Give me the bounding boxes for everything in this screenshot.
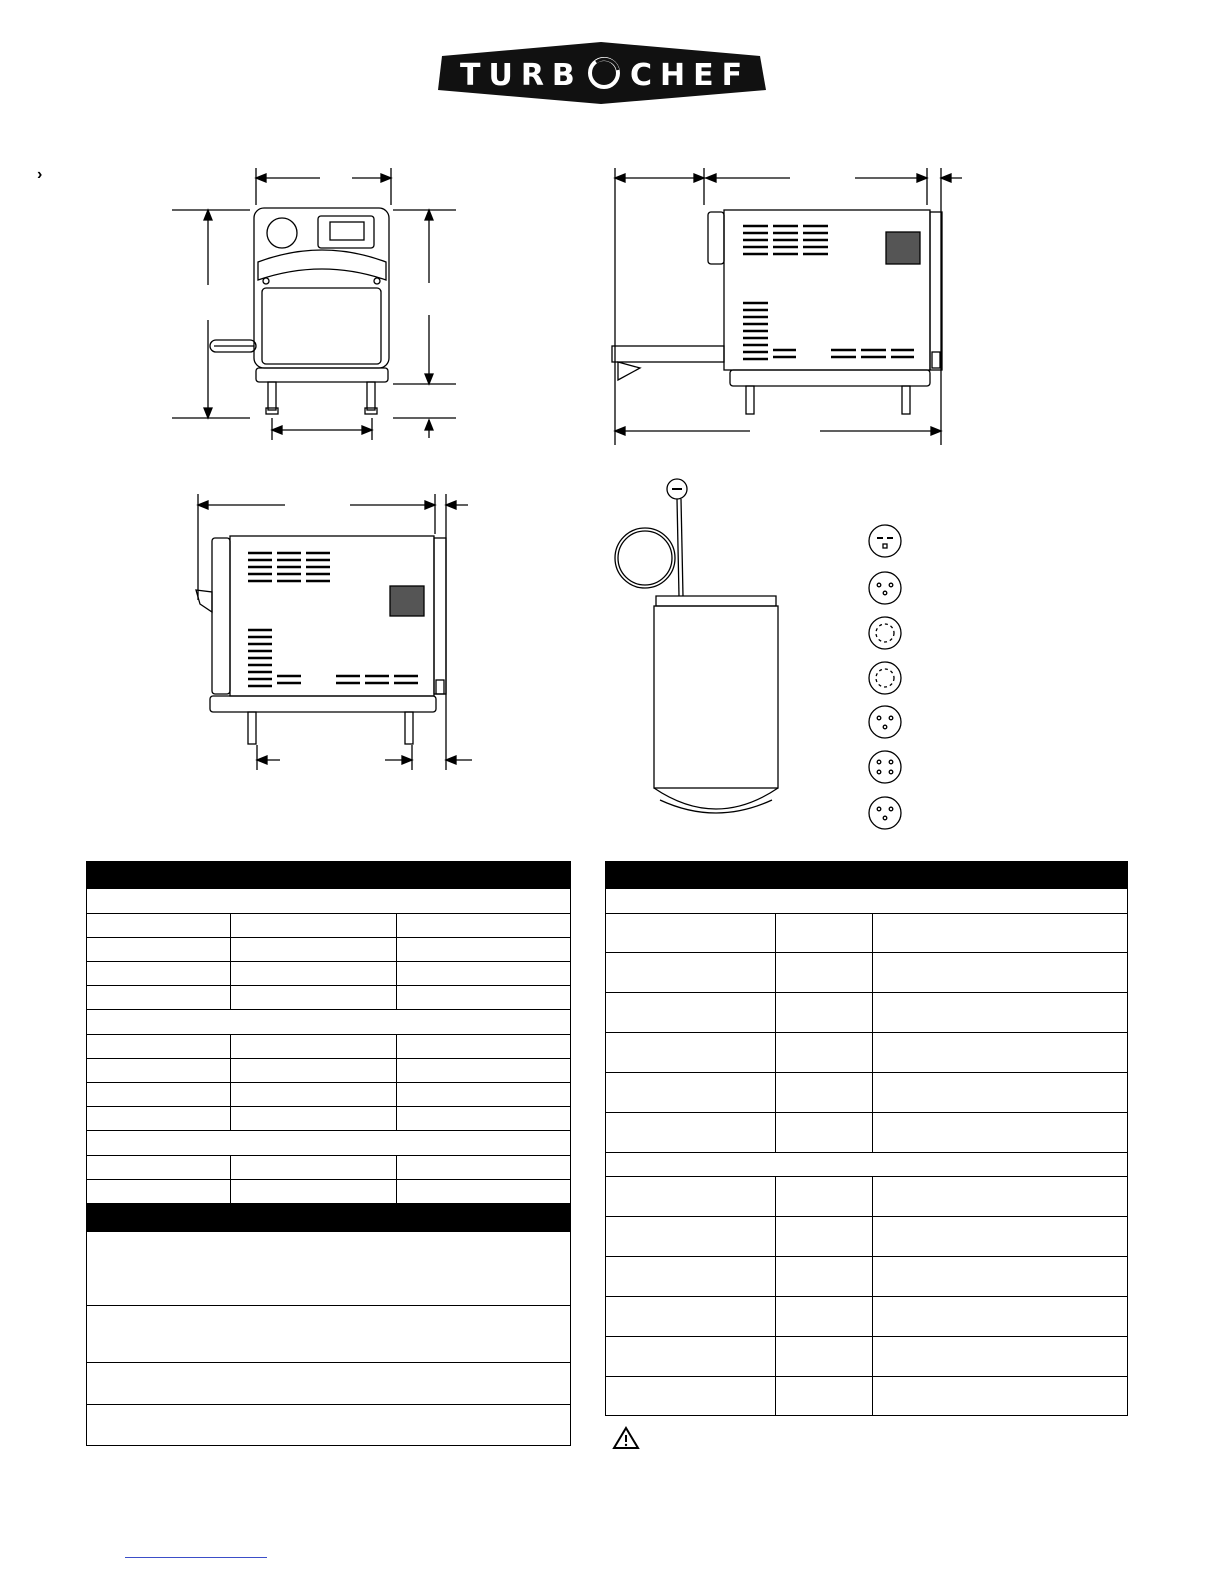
table-cell [87, 938, 231, 962]
table-cell [606, 914, 776, 953]
table-cell [606, 1033, 776, 1073]
hyperlink[interactable] [125, 1556, 267, 1558]
section-row [606, 1153, 1128, 1177]
note-row [87, 1405, 571, 1446]
table-cell [873, 914, 1128, 953]
table-cell [873, 1337, 1128, 1377]
table-cell [231, 1059, 397, 1083]
power-cord-drawing [615, 479, 778, 813]
table-cell [606, 1257, 776, 1297]
table-cell [606, 1377, 776, 1416]
svg-text:TURB: TURB [460, 58, 583, 93]
plug-types-drawing [869, 525, 901, 829]
table-cell [873, 1113, 1128, 1153]
table-cell [231, 914, 397, 938]
table-cell [606, 953, 776, 993]
table-cell [397, 1180, 571, 1204]
side-view-drawing-2 [196, 494, 472, 770]
table-cell [87, 1035, 231, 1059]
table-cell [231, 962, 397, 986]
table-cell [606, 1217, 776, 1257]
table-cell [873, 1217, 1128, 1257]
note-row [87, 1232, 571, 1306]
table-cell [397, 1107, 571, 1131]
table-cell [606, 1337, 776, 1377]
table-cell [776, 953, 873, 993]
table-cell [776, 1217, 873, 1257]
table-cell [776, 1073, 873, 1113]
table-cell [776, 914, 873, 953]
table-cell [397, 914, 571, 938]
table-cell [87, 1180, 231, 1204]
chevron-right-icon: › [37, 166, 43, 183]
section-row [87, 1131, 571, 1156]
table-cell [606, 1073, 776, 1113]
table-cell [776, 993, 873, 1033]
table-cell [397, 962, 571, 986]
table-cell [397, 1059, 571, 1083]
electrical-table [605, 861, 1128, 1416]
table-cell [606, 1297, 776, 1337]
table-cell [776, 1297, 873, 1337]
section-row [87, 1010, 571, 1035]
table-cell [231, 1035, 397, 1059]
table-cell [231, 1156, 397, 1180]
table-cell [397, 938, 571, 962]
table-cell [397, 1156, 571, 1180]
table-cell [776, 1337, 873, 1377]
table-cell [873, 993, 1128, 1033]
table-cell [87, 1156, 231, 1180]
front-view-drawing [172, 168, 456, 440]
table-cell [873, 1297, 1128, 1337]
table-cell [776, 1113, 873, 1153]
specifications-table [86, 861, 571, 1446]
table-cell [776, 1033, 873, 1073]
table-cell [87, 914, 231, 938]
table-cell [397, 986, 571, 1010]
table-cell [231, 1083, 397, 1107]
table-header [87, 1204, 571, 1232]
table-cell [776, 1257, 873, 1297]
svg-text:CHEF: CHEF [630, 58, 751, 93]
section-row [606, 889, 1128, 914]
table-cell [606, 1177, 776, 1217]
table-cell [873, 1257, 1128, 1297]
table-cell [873, 953, 1128, 993]
warning-triangle-icon [612, 1426, 640, 1450]
section-row [87, 889, 571, 914]
table-cell [776, 1177, 873, 1217]
table-cell [873, 1033, 1128, 1073]
table-cell [397, 1035, 571, 1059]
table-cell [606, 1113, 776, 1153]
table-cell [776, 1377, 873, 1416]
table-header [606, 862, 1128, 889]
table-cell [87, 1083, 231, 1107]
table-cell [87, 1107, 231, 1131]
table-cell [231, 1180, 397, 1204]
table-cell [873, 1073, 1128, 1113]
table-cell [231, 1107, 397, 1131]
table-header [87, 862, 571, 889]
side-view-drawing [612, 168, 962, 445]
table-cell [87, 1059, 231, 1083]
note-row [87, 1306, 571, 1363]
table-cell [87, 986, 231, 1010]
table-cell [873, 1377, 1128, 1416]
table-cell [397, 1083, 571, 1107]
table-cell [231, 938, 397, 962]
note-row [87, 1363, 571, 1405]
table-cell [231, 986, 397, 1010]
table-cell [87, 962, 231, 986]
table-cell [873, 1177, 1128, 1217]
table-cell [606, 993, 776, 1033]
